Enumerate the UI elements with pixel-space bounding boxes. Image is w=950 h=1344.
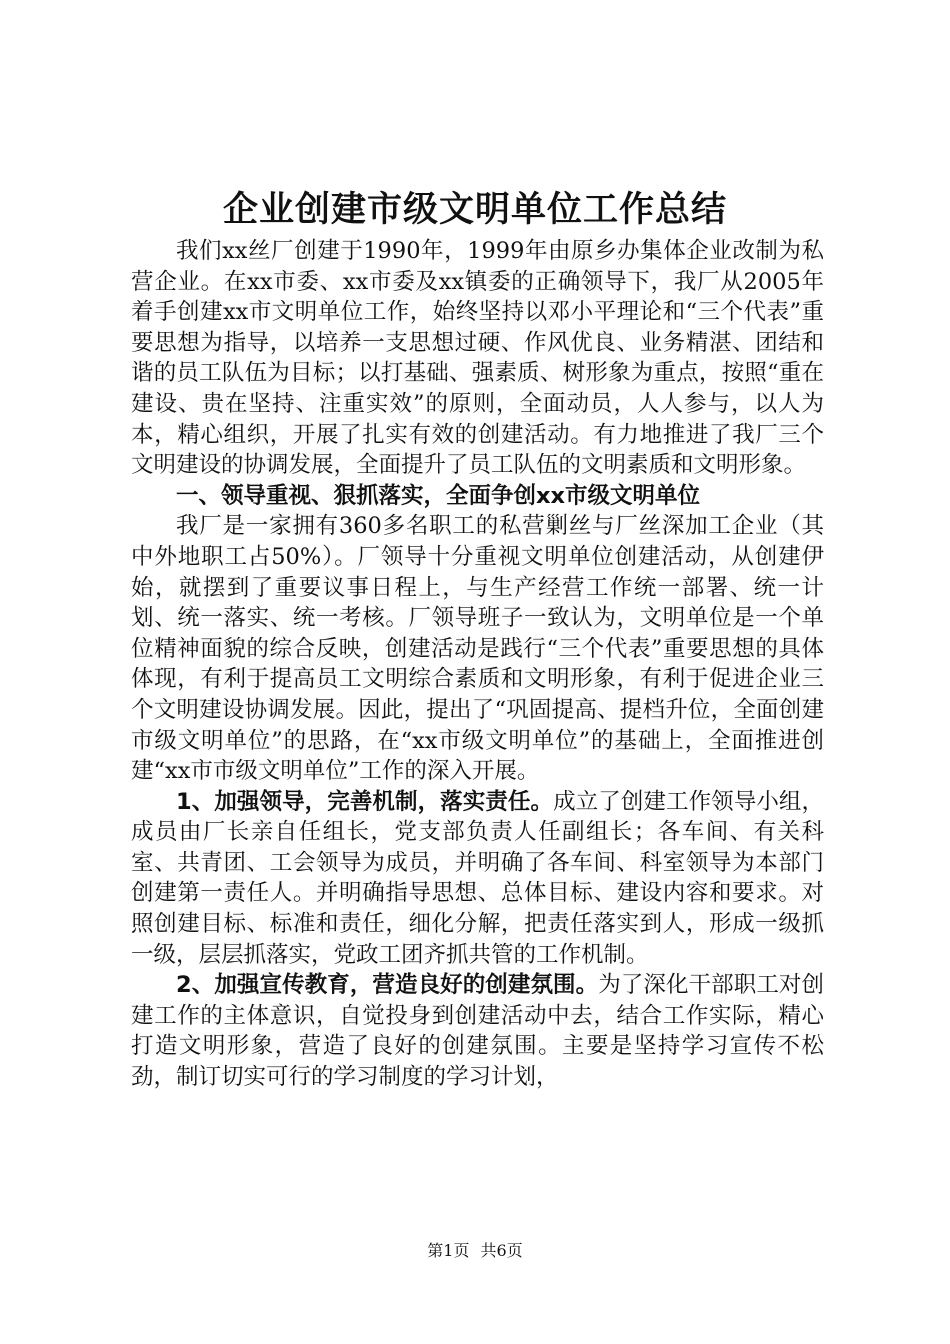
page-total: 共6页 xyxy=(480,1241,523,1260)
section-heading-1: 一、领导重视、狠抓落实，全面争创xx市级文明单位 xyxy=(176,482,701,509)
paragraph-publicity-lead: 2、加强宣传教育，营造良好的创建氛围。 xyxy=(176,972,599,999)
paragraph-mechanism-lead: 1、加强领导，完善机制，落实责任。 xyxy=(176,788,554,815)
paragraph-mechanism xyxy=(131,787,824,971)
document-body xyxy=(131,236,824,1093)
document-title: 企业创建市级文明单位工作总结 xyxy=(222,189,727,230)
paragraph-publicity-body: 为了深化干部职工对创建工作的主体意识，自觉投身到创建活动中去，结合工作实际，精心打造文明形象，营造了良好的创建氛围。主要是坚持学习宣传不松劲，制订切实可行的学习制度的学习计划， xyxy=(131,972,824,1091)
page-number: 第1页 xyxy=(427,1241,470,1260)
paragraph-mechanism-body: 成立了创建工作领导小组，成员由厂长亲自任组长，党支部负责人任副组长；各车间、有关科室、共青团、工会领导为成员，并明确了各车间、科室领导为本部门创建第一责任人。并明确指导思想、总体目标、建设内容和要求。对照创建目标、标准和责任，细化分解，把责任落实到人，形成一级抓一级，层层抓落实，党政工团齐抓共管的工作机制。 xyxy=(131,788,824,968)
paragraph-publicity xyxy=(131,970,824,1092)
paragraph-intro: 我们xx丝厂创建于1990年，1999年由原乡办集体企业改制为私营企业。在xx市委、xx市委及xx镇委的正确领导下，我厂从2005年着手创建xx市文明单位工作，始终坚持以邓小平理论和“三个代表”重要思想为指导，以培养一支思想过硬、作风优良、业务精湛、团结和谐的员工队伍为目标；以打基础、强素质、树形象为重点，按照“重在建设、贵在坚持、注重实效”的原则，全面动员，人人参与，以人为本，精心组织，开展了扎实有效的创建活动。有力地推进了我厂三个文明建设的协调发展，全面提升了员工队伍的文明素质和文明形象。 xyxy=(131,238,824,479)
page-footer xyxy=(0,1240,950,1262)
paragraph-leadership: 我厂是一家拥有360多名职工的私营剿丝与厂丝深加工企业（其中外地职工占50%）。厂领导十分重视文明单位创建活动，从创建伊始，就摆到了重要议事日程上，与生产经营工作统一部署、统一计划、统一落实、统一考核。厂领导班子一致认为，文明单位是一个单位精神面貌的综合反映，创建活动是践行“三个代表”重要思想的具体体现，有利于提高员工文明综合素质和文明形象，有利于促进企业三个文明建设协调发展。因此，提出了“巩固提高、提档升位，全面创建市级文明单位”的思路，在“xx市级文明单位”的基础上，全面推进创建“xx市市级文明单位”工作的深入开展。 xyxy=(131,513,824,785)
